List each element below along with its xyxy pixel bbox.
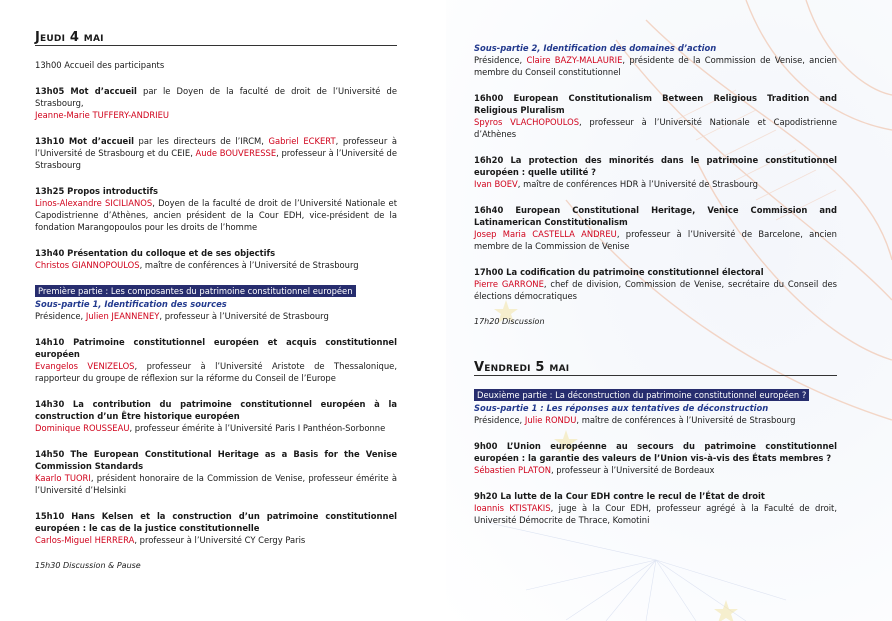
talk-heading: 9h20 La lutte de la Cour EDH contre le recul de l’État de droit xyxy=(474,491,765,501)
speaker-name: Ioannis KTISTAKIS xyxy=(474,503,551,513)
part-two-bar: Deuxième partie : La déconstruction du patrimoine constitutionnel européen ? xyxy=(474,389,809,401)
program-item xyxy=(35,185,397,233)
talk-heading: 16h20 La protection des minorités dans le patrimoine constitutionnel européen : quelle utilité ? xyxy=(474,155,837,177)
talk-heading: 16h40 European Constitutional Heritage, Venice Commission and Latinamerican Constitutionalism xyxy=(474,205,837,227)
sub-part-heading: Sous-partie 1 : Les réponses aux tentatives de déconstruction xyxy=(474,403,769,413)
talk-item xyxy=(35,448,397,496)
speaker-name: Ivan BOEV xyxy=(474,179,518,189)
part-one-bar: Première partie : Les composantes du patrimoine constitutionnel européen xyxy=(35,285,356,297)
speaker-name: Carlos-Miguel HERRERA xyxy=(35,535,135,545)
right-column xyxy=(474,42,837,540)
item-time: 13h10 xyxy=(35,136,65,146)
talk-item xyxy=(474,440,837,476)
item-heading: 13h25 Propos introductifs xyxy=(35,186,159,196)
speaker-name: Sébastien PLATON xyxy=(474,465,551,475)
talk-text: , président honoraire de la Commission de Venise, professeur émérite à l’Université d’Helsinki xyxy=(35,473,397,495)
program-item xyxy=(35,85,397,121)
talk-text: , professeur à l’Université CY Cergy Paris xyxy=(134,535,306,545)
speaker-name: Pierre GARRONE xyxy=(474,279,544,289)
part-one-section xyxy=(35,285,397,322)
talk-heading: 16h00 European Constitutionalism Between Religious Tradition and Religious Pluralism xyxy=(474,93,837,115)
talk-text: , professeur à l’Université de Barcelone, ancien membre de la Commission de Venise xyxy=(474,229,837,251)
speaker-name: Julien JEANNENEY xyxy=(85,311,160,321)
program-item xyxy=(35,135,397,171)
speaker-name: Linos-Alexandre SICILIANOS xyxy=(35,198,153,208)
speaker-name: Josep Maria CASTELLA ANDREU xyxy=(474,229,617,239)
talk-text: , chef de division, Commission de Venise, secrétaire du Conseil des élections démocratiques xyxy=(474,279,837,301)
speaker-name: Kaarlo TUORI xyxy=(35,473,91,483)
talk-item xyxy=(35,336,397,384)
discussion-note: 17h20 Discussion xyxy=(474,317,545,326)
presidence-suffix: , professeur à l’Université de Strasbourg xyxy=(159,311,329,321)
left-column xyxy=(35,32,397,572)
talk-heading: 14h30 La contribution du patrimoine constitutionnel européen à la construction d’un Être historique européen xyxy=(35,399,397,421)
day-header-thursday: Jeudi 4 mai xyxy=(35,32,397,46)
item-heading: 13h40 Présentation du colloque et de ses objectifs xyxy=(35,248,276,258)
speaker-name: Julie RONDU xyxy=(524,415,577,425)
item-text: , maître de conférences à l’Université de Strasbourg xyxy=(139,260,359,270)
speaker-name: Gabriel ECKERT xyxy=(268,136,336,146)
speaker-name: Claire BAZY-MALAURIE xyxy=(526,55,623,65)
presidence-suffix: , présidente de la Commission de Venise, ancien membre du Conseil constitutionnel xyxy=(474,55,837,77)
talk-item xyxy=(474,204,837,252)
talk-item xyxy=(474,266,837,302)
item-title: Mot d’accueil xyxy=(70,86,137,96)
speaker-name: Evangelos VENIZELOS xyxy=(35,361,135,371)
presidence-prefix: Présidence, xyxy=(474,55,527,65)
talk-text: , professeur émérite à l’Université Paris I Panthéon-Sorbonne xyxy=(129,423,386,433)
talk-heading: 9h00 L’Union européenne au secours du patrimoine constitutionnel européen : la garantie des valeurs de l’Union vis-à-vis des États membres ? xyxy=(474,441,837,463)
talk-text: , juge à la Cour EDH, professeur agrégé à la Faculté de droit, Université Démocrite de Thrace, Komotini xyxy=(474,503,837,525)
talk-heading: 15h10 Hans Kelsen et la construction d’un patrimoine constitutionnel européen : le cas de la justice constitutionnelle xyxy=(35,511,397,533)
presidence-suffix: , maître de conférences à l’Université de Strasbourg xyxy=(576,415,796,425)
talk-item xyxy=(474,92,837,140)
sub-part-heading: Sous-partie 2, Identification des domaines d’action xyxy=(474,43,717,53)
talk-text: , professeur à l’Université de Bordeaux xyxy=(550,465,715,475)
program-item xyxy=(35,247,397,271)
talk-text: , professeur à l’Université Nationale et Capodistrienne d’Athènes xyxy=(474,117,837,139)
day-header-friday: Vendredi 5 mai xyxy=(474,362,837,376)
talk-item xyxy=(474,154,837,190)
part-two-section xyxy=(474,389,837,426)
talk-heading: 14h10 Patrimoine constitutionnel européen et acquis constitutionnel européen xyxy=(35,337,397,359)
sub-part-two-section xyxy=(474,42,837,78)
item-text: par les directeurs de l’IRCM, xyxy=(133,136,269,146)
talk-heading: 17h00 La codification du patrimoine constitutionnel électoral xyxy=(474,267,764,277)
right-page xyxy=(446,0,892,621)
presidence-prefix: Présidence, xyxy=(35,311,86,321)
item-title: Mot d’accueil xyxy=(68,136,134,146)
speaker-name: Jeanne-Marie TUFFERY-ANDRIEU xyxy=(35,110,170,120)
sub-part-heading: Sous-partie 1, Identification des sources xyxy=(35,299,227,309)
item-text: , professeur à l’Université de Strasbourg xyxy=(35,148,397,170)
speaker-name: Aude BOUVERESSE xyxy=(195,148,277,158)
speaker-name: Dominique ROUSSEAU xyxy=(35,423,130,433)
talk-text: , maître de conférences HDR à l’Université de Strasbourg xyxy=(517,179,758,189)
talk-text: , professeur à l’Université Aristote de Thessalonique, rapporteur du groupe de réflexion sur la réforme du Conseil de l’Europe xyxy=(35,361,397,383)
item-text: par le Doyen de la faculté de droit de l’Université de Strasbourg, xyxy=(35,86,397,108)
item-time: 13h05 xyxy=(35,86,65,96)
item-text: , Doyen de la faculté de droit de l’Université Nationale et Capodistrienne d’Athènes, ancien président de la Cour EDH, vice-président de la fondation Marangopoulos pour les droits de l’homme xyxy=(35,198,397,232)
talk-item xyxy=(35,398,397,434)
talk-item xyxy=(35,510,397,546)
talk-item xyxy=(474,490,837,526)
discussion-note: 15h30 Discussion & Pause xyxy=(35,561,141,570)
welcome-line: 13h00 Accueil des participants xyxy=(35,60,165,70)
presidence-prefix: Présidence, xyxy=(474,415,525,425)
speaker-name: Spyros VLACHOPOULOS xyxy=(474,117,580,127)
talk-heading: 14h50 The European Constitutional Heritage as a Basis for the Venise Commission Standards xyxy=(35,449,397,471)
item-text: , professeur à l’Université de Strasbourg et du CEIE, xyxy=(35,136,397,158)
speaker-name: Christos GIANNOPOULOS xyxy=(35,260,140,270)
